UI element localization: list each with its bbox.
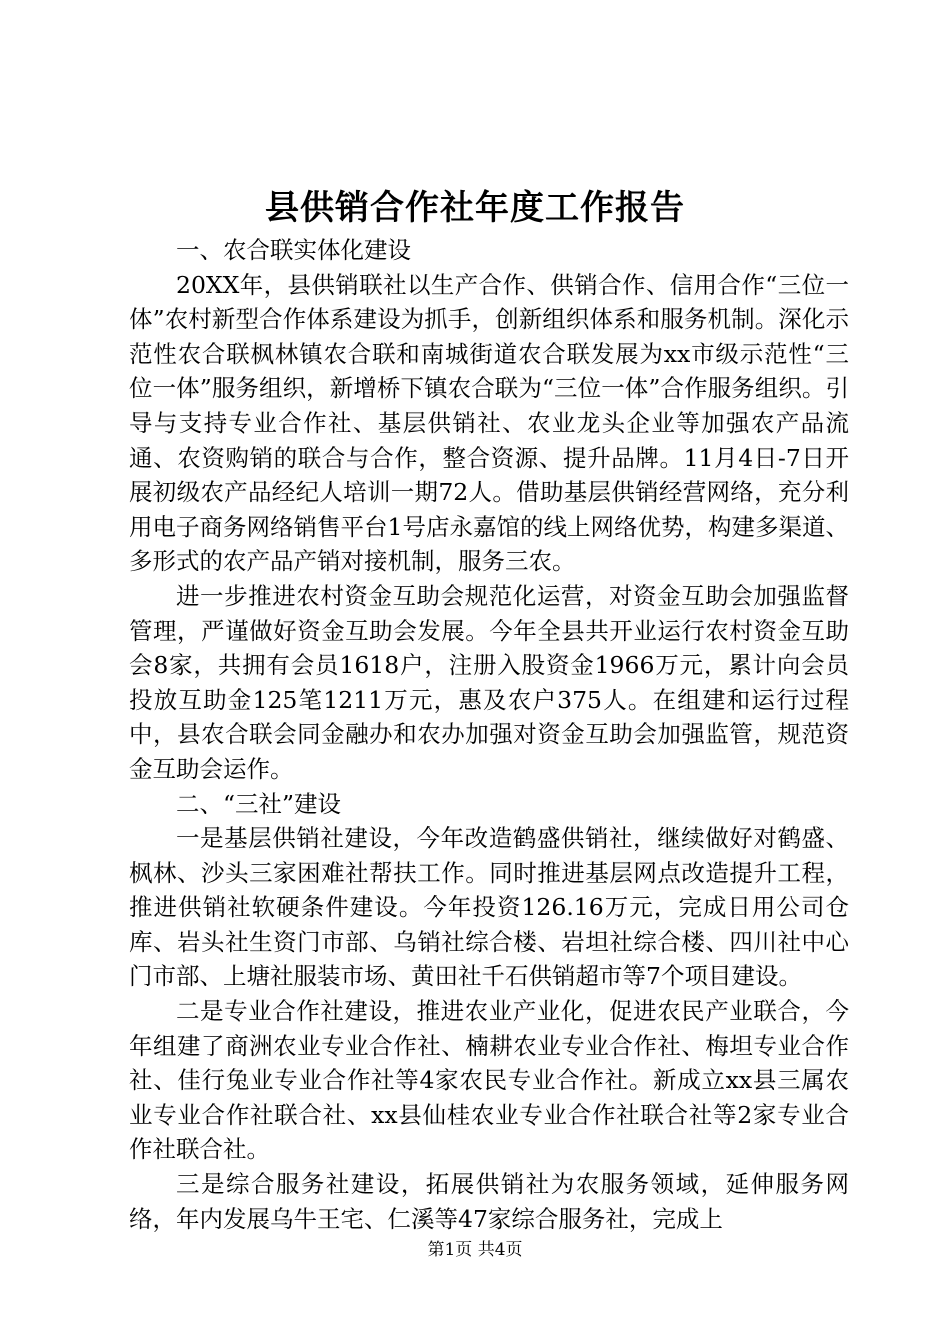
- paragraph: 进一步推进农村资金互助会规范化运营，对资金互助会加强监督管理，严谨做好资金互助会发展。今年全县共开业运行农村资金互助会8家，共拥有会员1618户，注册入股资金1966万元，累计向会员投放互助金125笔1211万元，惠及农户375人。在组建和运行过程中，县农合联会同金融办和农办加强对资金互助会加强监管，规范资金互助会运作。: [129, 581, 849, 783]
- paragraph: 二是专业合作社建设，推进农业产业化，促进农民产业联合，今年组建了商洲农业专业合作社、楠耕农业专业合作社、梅坦专业合作社、佳行兔业专业合作社等4家农民专业合作社。新成立xx县三属农业专业合作社联合社、xx县仙桂农业专业合作社联合社等2家专业合作社联合社。: [129, 997, 849, 1164]
- page-footer: 第1页 共4页: [427, 1240, 523, 1260]
- document-body: [129, 233, 849, 1236]
- document-title: 县供销合作社年度工作报告: [265, 188, 685, 228]
- section-heading-2: 二、“三社”建设: [176, 789, 342, 818]
- paragraph: 一是基层供销社建设，今年改造鹤盛供销社，继续做好对鹤盛、枫林、沙头三家困难社帮扶工作。同时推进基层网点改造提升工程，推进供销社软硬条件建设。今年投资126.16万元，完成日用公司仓库、岩头社生资门市部、乌销社综合楼、岩坦社综合楼、四川社中心门市部、上塘社服装市场、黄田社千石供销超市等7个项目建设。: [129, 824, 849, 991]
- paragraph: 20XX年，县供销联社以生产合作、供销合作、信用合作“三位一体”农村新型合作体系建设为抓手，创新组织体系和服务机制。深化示范性农合联枫林镇农合联和南城街道农合联发展为xx市级示范性“三位一体”服务组织，新增桥下镇农合联为“三位一体”合作服务组织。引导与支持专业合作社、基层供销社、农业龙头企业等加强农产品流通、农资购销的联合与合作，整合资源、提升品牌。11月4日-7日开展初级农产品经纪人培训一期72人。借助基层供销经营网络，充分利用电子商务网络销售平台1号店永嘉馆的线上网络优势，构建多渠道、多形式的农产品产销对接机制，服务三农。: [129, 270, 849, 576]
- section-heading-1: 一、农合联实体化建设: [176, 236, 411, 264]
- paragraph: 三是综合服务社建设，拓展供销社为农服务领域，延伸服务网络，年内发展乌牛王宅、仁溪等47家综合服务社，完成上: [129, 1170, 849, 1233]
